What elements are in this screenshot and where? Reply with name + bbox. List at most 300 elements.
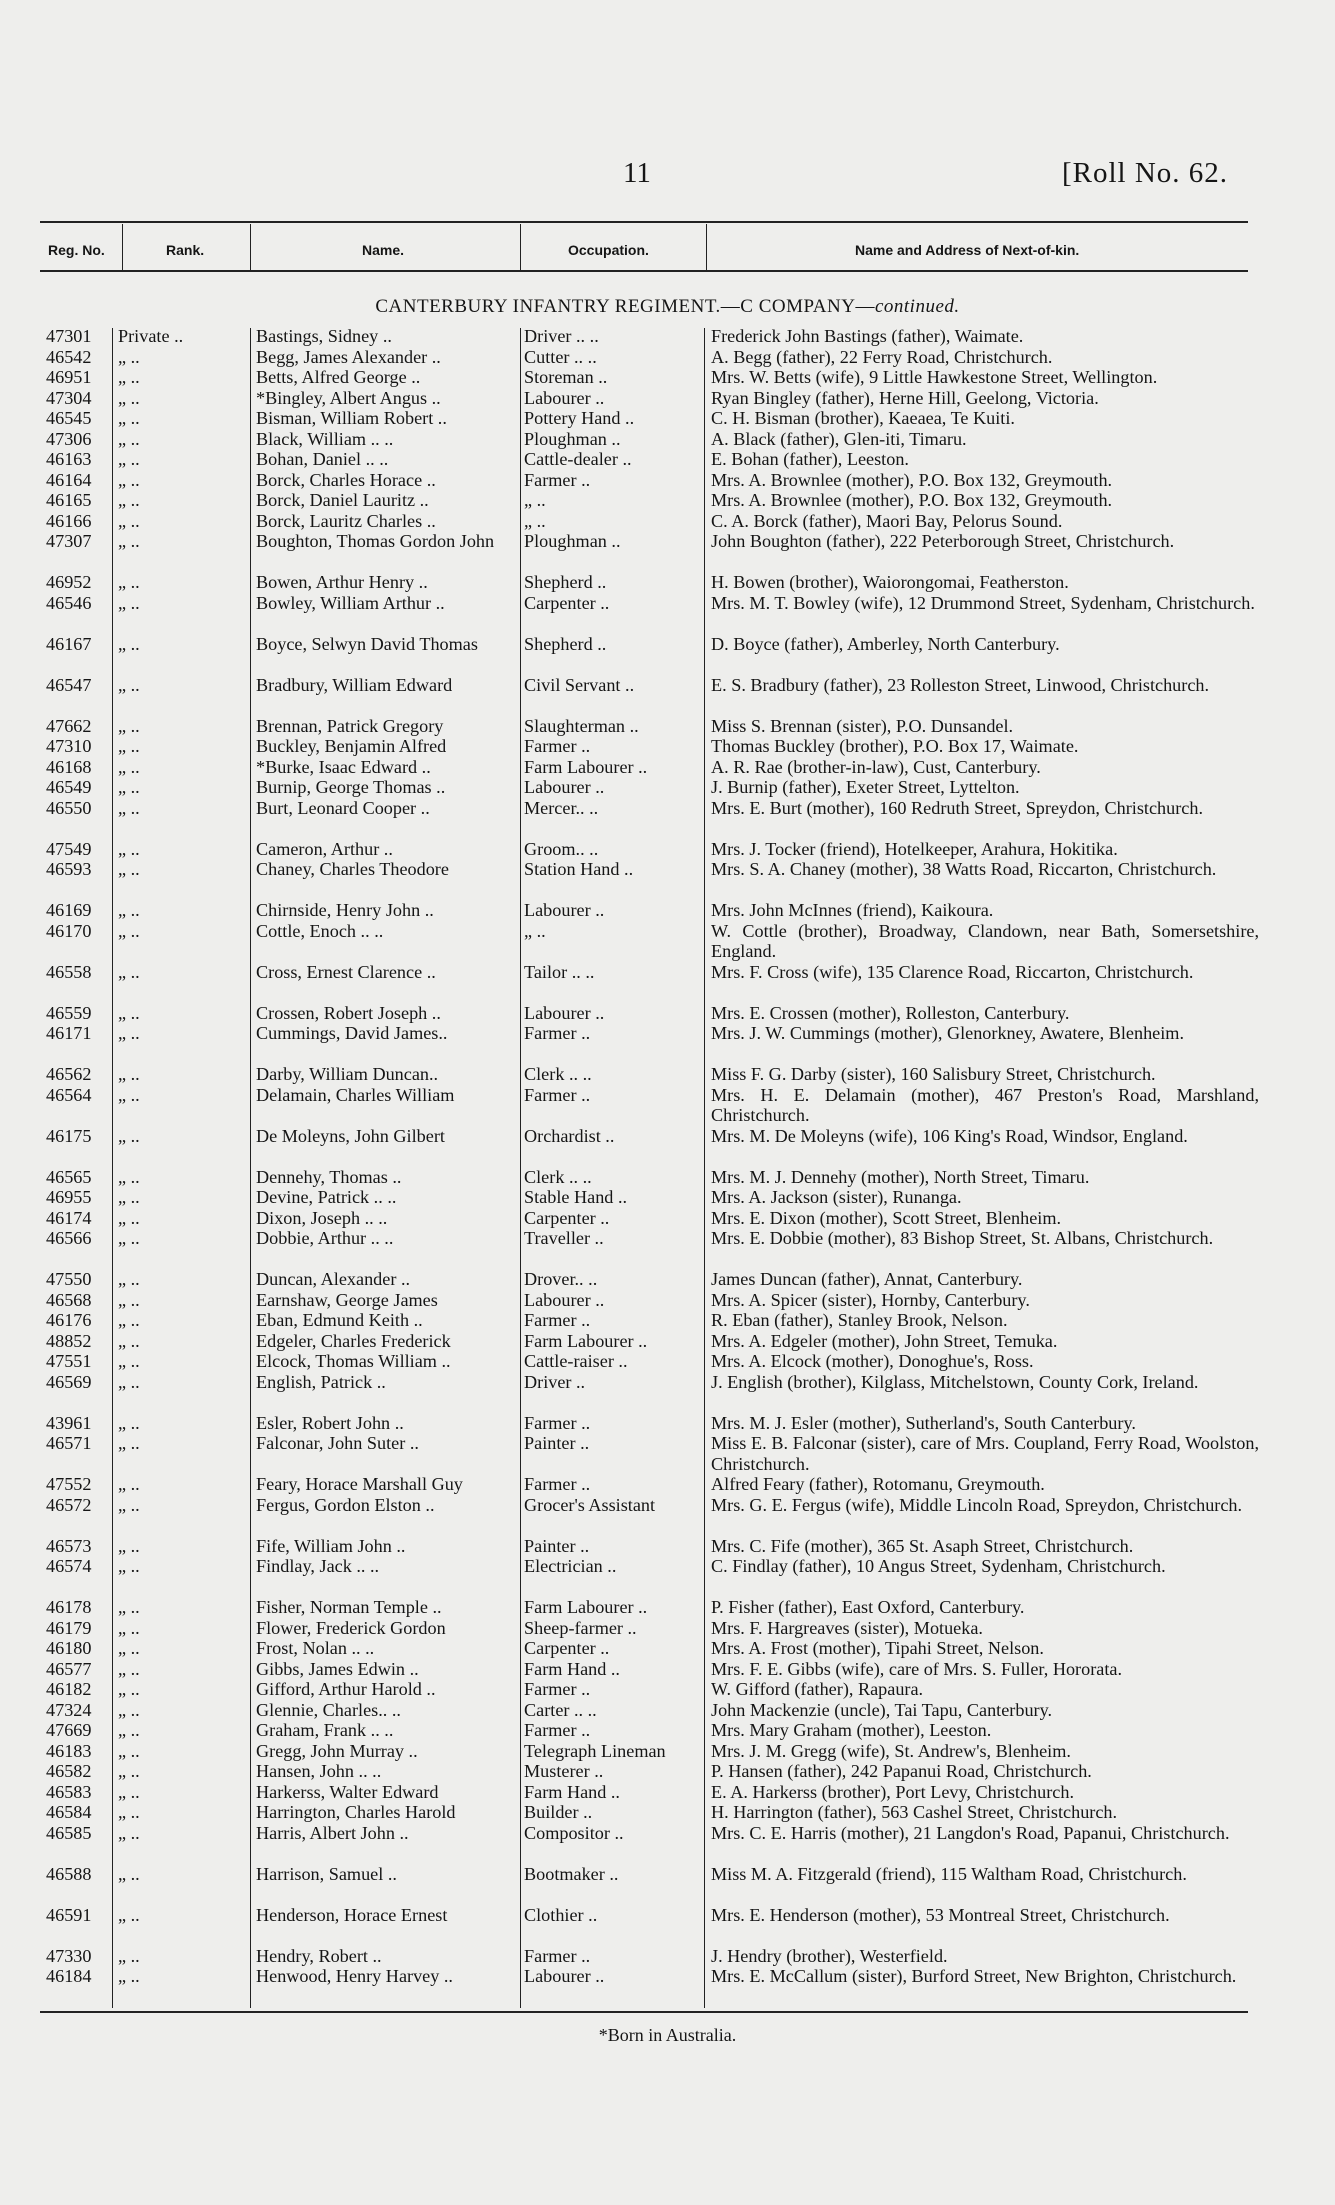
name-cell: Elcock, Thomas William .. [256, 1351, 451, 1371]
rank-cell: „ .. [118, 715, 140, 736]
reg-no-cell: 46183 [46, 1740, 92, 1761]
table-row [0, 777, 1335, 798]
reg-no-cell: 47306 [46, 428, 92, 449]
occupation-cell: Clerk .. .. [524, 1166, 592, 1187]
table-top-rule [40, 221, 1248, 223]
table-row [0, 1310, 1335, 1331]
table-row [0, 1187, 1335, 1208]
table-row [0, 1023, 1335, 1064]
occupation-cell: Labourer .. [524, 1966, 605, 1986]
rank-cell: „ .. [118, 1556, 140, 1576]
name-cell: De Moleyns, John Gilbert [256, 1125, 445, 1146]
next-of-kin-cell: Ryan Bingley (father), Herne Hill, Geelong, Victoria. [711, 387, 1099, 408]
rank-cell: „ .. [118, 1781, 140, 1802]
next-of-kin-cell: C. A. Borck (father), Maori Bay, Pelorus Sound. [711, 510, 1063, 531]
occupation-cell: Grocer's Assistant [524, 1494, 656, 1515]
occupation-cell: Civil Servant .. [524, 674, 635, 695]
reg-no-cell: 46591 [46, 1904, 92, 1925]
reg-no-cell: 46547 [46, 674, 92, 695]
name-cell: Cameron, Arthur .. [256, 838, 393, 859]
reg-no-cell: 46184 [46, 1966, 92, 1986]
next-of-kin-cell: J. Hendry (brother), Westerfield. [711, 1945, 948, 1966]
table-row [0, 1167, 1335, 1188]
reg-no-cell: 46167 [46, 633, 92, 654]
table-row [0, 921, 1335, 962]
column-divider [250, 224, 251, 270]
next-of-kin-cell: Mrs. M. J. Esler (mother), Sutherland's, South Canterbury. [711, 1412, 1136, 1433]
occupation-cell: Sheep-farmer .. [524, 1617, 637, 1638]
name-cell: Bisman, William Robert .. [256, 408, 447, 428]
name-cell: Bradbury, William Edward [256, 674, 453, 695]
reg-no-cell: 46558 [46, 961, 92, 982]
reg-no-cell: 46955 [46, 1187, 92, 1207]
next-of-kin-cell: R. Eban (father), Stanley Brook, Nelson. [711, 1310, 1008, 1330]
table-row [0, 634, 1335, 675]
occupation-cell: Farmer .. [524, 1412, 591, 1433]
next-of-kin-cell: Mrs. E. Dixon (mother), Scott Street, Blenheim. [711, 1207, 1062, 1228]
col-header-next-of-kin: Name and Address of Next-of-kin. [855, 242, 1080, 258]
reg-no-cell: 46166 [46, 510, 92, 531]
next-of-kin-cell: Mrs. John McInnes (friend), Kaikoura. [711, 900, 994, 920]
next-of-kin-cell: Mrs. C. E. Harris (mother), 21 Langdon's Road, Papanui, Christchurch. [711, 1822, 1230, 1843]
name-cell: Dixon, Joseph .. .. [256, 1207, 388, 1228]
name-cell: Dobbie, Arthur .. .. [256, 1228, 394, 1248]
next-of-kin-cell: Mrs. E. Burt (mother), 160 Redruth Street, Spreydon, Christchurch. [711, 797, 1203, 818]
name-cell: Darby, William Duncan.. [256, 1064, 439, 1084]
name-cell: Cross, Ernest Clarence .. [256, 961, 436, 982]
next-of-kin-cell: John Boughton (father), 222 Peterborough Street, Christchurch. [711, 531, 1175, 551]
table-row [0, 1782, 1335, 1803]
reg-no-cell: 43961 [46, 1412, 92, 1433]
rank-cell: „ .. [118, 1863, 140, 1884]
occupation-cell: Carpenter .. [524, 1638, 610, 1658]
rank-cell: „ .. [118, 1310, 140, 1330]
reg-no-cell: 46565 [46, 1166, 92, 1187]
table-row [0, 1003, 1335, 1024]
next-of-kin-cell: Mrs. A. Jackson (sister), Runanga. [711, 1187, 962, 1207]
table-row [0, 490, 1335, 511]
reg-no-cell: 46163 [46, 449, 92, 469]
reg-no-cell: 46549 [46, 777, 92, 797]
name-cell: Cottle, Enoch .. .. [256, 920, 384, 941]
reg-no-cell: 46574 [46, 1556, 92, 1576]
rank-cell: „ .. [118, 387, 140, 408]
occupation-cell: Pottery Hand .. [524, 408, 635, 428]
roll-number: [Roll No. 62. [1062, 157, 1229, 189]
next-of-kin-cell: Mrs. J. Tocker (friend), Hotelkeeper, Arahura, Hokitika. [711, 838, 1118, 859]
table-row [0, 572, 1335, 593]
reg-no-cell: 48852 [46, 1330, 92, 1351]
name-cell: Harrington, Charles Harold [256, 1802, 456, 1822]
next-of-kin-cell: Mrs. E. Henderson (mother), 53 Montreal Street, Christchurch. [711, 1904, 1170, 1925]
table-row [0, 1741, 1335, 1762]
name-cell: Dennehy, Thomas .. [256, 1166, 402, 1187]
rank-cell: „ .. [118, 1740, 140, 1761]
rank-cell: „ .. [118, 1474, 140, 1494]
name-cell: Harkerss, Walter Edward [256, 1781, 439, 1802]
reg-no-cell: 46171 [46, 1023, 92, 1043]
table-row [0, 1761, 1335, 1782]
next-of-kin-cell: Mrs. G. E. Fergus (wife), Middle Lincoln Road, Spreydon, Christchurch. [711, 1494, 1243, 1515]
occupation-cell: Farmer .. [524, 1023, 591, 1043]
col-header-name: Name. [362, 242, 405, 258]
reg-no-cell: 46562 [46, 1064, 92, 1084]
reg-no-cell: 46180 [46, 1638, 92, 1658]
reg-no-cell: 47330 [46, 1945, 92, 1966]
table-row [0, 675, 1335, 716]
name-cell: Eban, Edmund Keith .. [256, 1310, 423, 1330]
reg-no-cell: 46584 [46, 1802, 92, 1822]
reg-no-cell: 46588 [46, 1863, 92, 1884]
rank-cell: „ .. [118, 1228, 140, 1248]
occupation-cell: Shepherd .. [524, 572, 607, 592]
rank-cell: „ .. [118, 1125, 140, 1146]
rank-cell: „ .. [118, 510, 140, 531]
name-cell: Flower, Frederick Gordon [256, 1617, 446, 1638]
next-of-kin-cell: Mrs. H. E. Delamain (mother), 467 Preston's Road, Marshland, Christchurch. [711, 1084, 1259, 1125]
rank-cell: „ .. [118, 1494, 140, 1515]
reg-no-cell: 47301 [46, 326, 92, 346]
rank-cell: „ .. [118, 777, 140, 797]
table-row [0, 367, 1335, 388]
occupation-cell: Clerk .. .. [524, 1064, 592, 1084]
occupation-cell: Bootmaker .. [524, 1863, 619, 1884]
table-row [0, 326, 1335, 347]
name-cell: Frost, Nolan .. .. [256, 1638, 375, 1658]
table-row [0, 1966, 1335, 2007]
table-row [0, 1556, 1335, 1597]
name-cell: Bowen, Arthur Henry .. [256, 572, 428, 592]
next-of-kin-cell: Mrs. E. Dobbie (mother), 83 Bishop Street, St. Albans, Christchurch. [711, 1228, 1214, 1248]
name-cell: Graham, Frank .. .. [256, 1720, 394, 1740]
next-of-kin-cell: Mrs. J. M. Gregg (wife), St. Andrew's, Blenheim. [711, 1740, 1071, 1761]
reg-no-cell: 46546 [46, 592, 92, 613]
next-of-kin-cell: E. A. Harkerss (brother), Port Levy, Christchurch. [711, 1781, 1074, 1802]
occupation-cell: Carpenter .. [524, 1207, 610, 1228]
rank-cell: „ .. [118, 1412, 140, 1433]
next-of-kin-cell: P. Hansen (father), 242 Papanui Road, Christchurch. [711, 1761, 1092, 1781]
column-divider [706, 224, 707, 270]
reg-no-cell: 46585 [46, 1822, 92, 1843]
table-row [0, 757, 1335, 778]
table-row [0, 429, 1335, 450]
occupation-cell: Labourer .. [524, 900, 605, 920]
next-of-kin-cell: Mrs. Mary Graham (mother), Leeston. [711, 1720, 992, 1740]
rank-cell: „ .. [118, 1330, 140, 1351]
next-of-kin-cell: Mrs. E. McCallum (sister), Burford Street, New Brighton, Christchurch. [711, 1966, 1237, 1986]
name-cell: Henwood, Henry Harvey .. [256, 1966, 453, 1986]
reg-no-cell: 46545 [46, 408, 92, 428]
next-of-kin-cell: Miss S. Brennan (sister), P.O. Dunsandel. [711, 715, 1014, 736]
next-of-kin-cell: Mrs. A. Brownlee (mother), P.O. Box 132, Greymouth. [711, 490, 1113, 510]
occupation-cell: „ .. [524, 510, 546, 531]
name-cell: Burnip, George Thomas .. [256, 777, 446, 797]
table-row [0, 716, 1335, 737]
rank-cell: „ .. [118, 592, 140, 613]
table-row [0, 1823, 1335, 1864]
rank-cell: „ .. [118, 1371, 140, 1392]
name-cell: Chirnside, Henry John .. [256, 900, 434, 920]
table-row [0, 1864, 1335, 1905]
rank-cell: „ .. [118, 1638, 140, 1658]
occupation-cell: Compositor .. [524, 1822, 624, 1843]
next-of-kin-cell: Miss M. A. Fitzgerald (friend), 115 Waltham Road, Christchurch. [711, 1863, 1187, 1884]
table-row [0, 1208, 1335, 1229]
rank-cell: „ .. [118, 1679, 140, 1699]
rank-cell: „ .. [118, 1699, 140, 1720]
rank-cell: „ .. [118, 1802, 140, 1822]
name-cell: Chaney, Charles Theodore [256, 859, 449, 879]
reg-no-cell: 46182 [46, 1679, 92, 1699]
reg-no-cell: 46583 [46, 1781, 92, 1802]
occupation-cell: Cutter .. .. [524, 346, 597, 367]
section-continued: continued. [874, 296, 960, 317]
reg-no-cell: 46951 [46, 367, 92, 387]
name-cell: Devine, Patrick .. .. [256, 1187, 397, 1207]
next-of-kin-cell: J. Burnip (father), Exeter Street, Lyttelton. [711, 777, 1020, 797]
name-cell: Boyce, Selwyn David Thomas [256, 633, 478, 654]
rank-cell: „ .. [118, 1822, 140, 1843]
name-cell: Glennie, Charles.. .. [256, 1699, 401, 1720]
name-cell: Borck, Daniel Lauritz .. [256, 490, 429, 510]
occupation-cell: Ploughman .. [524, 531, 621, 551]
name-cell: English, Patrick .. [256, 1371, 386, 1392]
next-of-kin-cell: H. Bowen (brother), Waiorongomai, Featherston. [711, 572, 1069, 592]
occupation-cell: Farm Hand .. [524, 1781, 620, 1802]
occupation-cell: Farmer .. [524, 1945, 591, 1966]
reg-no-cell: 47304 [46, 387, 92, 408]
table-row [0, 1946, 1335, 1967]
table-row [0, 962, 1335, 1003]
reg-no-cell: 47669 [46, 1720, 92, 1740]
rank-cell: „ .. [118, 633, 140, 654]
occupation-cell: Farmer .. [524, 469, 591, 490]
table-row [0, 1536, 1335, 1557]
next-of-kin-cell: W. Cottle (brother), Broadway, Clandown, near Bath, Somersetshire, England. [711, 920, 1259, 961]
table-row [0, 1085, 1335, 1126]
next-of-kin-cell: Mrs. C. Fife (mother), 365 St. Asaph Street, Christchurch. [711, 1535, 1134, 1556]
next-of-kin-cell: Miss F. G. Darby (sister), 160 Salisbury Street, Christchurch. [711, 1064, 1156, 1084]
table-row [0, 388, 1335, 409]
rank-cell: „ .. [118, 449, 140, 469]
page-number: 11 [623, 157, 651, 189]
next-of-kin-cell: Mrs. E. Crossen (mother), Rolleston, Canterbury. [711, 1002, 1070, 1023]
name-cell: Burt, Leonard Cooper .. [256, 797, 430, 818]
rank-cell: „ .. [118, 428, 140, 449]
name-cell: Bastings, Sidney .. [256, 326, 392, 346]
reg-no-cell: 46165 [46, 490, 92, 510]
table-row [0, 1413, 1335, 1434]
rank-cell: „ .. [118, 367, 140, 387]
name-cell: Henderson, Horace Ernest [256, 1904, 448, 1925]
reg-no-cell: 46593 [46, 859, 92, 879]
reg-no-cell: 47550 [46, 1269, 92, 1289]
next-of-kin-cell: Mrs. J. W. Cummings (mother), Glenorkney, Awatere, Blenheim. [711, 1023, 1184, 1043]
table-row [0, 593, 1335, 634]
occupation-cell: Painter .. [524, 1535, 590, 1556]
rank-cell: Private .. [118, 326, 184, 346]
reg-no-cell: 46952 [46, 572, 92, 592]
table-row [0, 1720, 1335, 1741]
reg-no-cell: 47552 [46, 1474, 92, 1494]
table-row [0, 1700, 1335, 1721]
table-row [0, 347, 1335, 368]
occupation-cell: Orchardist .. [524, 1125, 615, 1146]
name-cell: Findlay, Jack .. .. [256, 1556, 380, 1576]
reg-no-cell: 46174 [46, 1207, 92, 1228]
next-of-kin-cell: A. R. Rae (brother-in-law), Cust, Canterbury. [711, 756, 1041, 777]
name-cell: Fife, William John .. [256, 1535, 406, 1556]
occupation-cell: Farm Labourer .. [524, 756, 648, 777]
table-row [0, 1618, 1335, 1639]
rank-cell: „ .. [118, 469, 140, 490]
table-row [0, 736, 1335, 757]
name-cell: Feary, Horace Marshall Guy [256, 1474, 463, 1494]
occupation-cell: Storeman .. [524, 367, 608, 387]
occupation-cell: Farmer .. [524, 736, 591, 756]
occupation-cell: Groom.. .. [524, 838, 599, 859]
reg-no-cell: 46573 [46, 1535, 92, 1556]
occupation-cell: Telegraph Lineman [524, 1740, 666, 1761]
page-header [0, 157, 1335, 197]
rank-cell: „ .. [118, 1904, 140, 1925]
occupation-cell: Labourer .. [524, 387, 605, 408]
rank-cell: „ .. [118, 838, 140, 859]
rank-cell: „ .. [118, 1351, 140, 1371]
reg-no-cell: 47549 [46, 838, 92, 859]
reg-no-cell: 46169 [46, 900, 92, 920]
rank-cell: „ .. [118, 797, 140, 818]
table-row [0, 1351, 1335, 1372]
next-of-kin-cell: Mrs. F. Hargreaves (sister), Motueka. [711, 1617, 983, 1638]
occupation-cell: Painter .. [524, 1433, 590, 1453]
occupation-cell: Mercer.. .. [524, 797, 599, 818]
reg-no-cell: 46569 [46, 1371, 92, 1392]
rank-cell: „ .. [118, 920, 140, 941]
name-cell: Harrison, Samuel .. [256, 1863, 397, 1884]
name-cell: Bohan, Daniel .. .. [256, 449, 389, 469]
name-cell: *Bingley, Albert Angus .. [256, 387, 441, 408]
rank-cell: „ .. [118, 1761, 140, 1781]
rank-cell: „ .. [118, 1658, 140, 1679]
occupation-cell: Traveller .. [524, 1228, 604, 1248]
name-cell: Duncan, Alexander .. [256, 1269, 411, 1289]
reg-no-cell: 47310 [46, 736, 92, 756]
occupation-cell: Farm Hand .. [524, 1658, 620, 1679]
occupation-cell: Labourer .. [524, 1002, 605, 1023]
name-cell: Fergus, Gordon Elston .. [256, 1494, 435, 1515]
col-header-occupation: Occupation. [568, 242, 649, 258]
section-title [0, 296, 1335, 318]
table-bottom-rule [40, 2011, 1248, 2013]
rank-cell: „ .. [118, 900, 140, 920]
occupation-cell: Driver .. [524, 1371, 586, 1392]
rank-cell: „ .. [118, 736, 140, 756]
next-of-kin-cell: Thomas Buckley (brother), P.O. Box 17, Waimate. [711, 736, 1079, 756]
table-row [0, 408, 1335, 429]
reg-no-cell: 46572 [46, 1494, 92, 1515]
occupation-cell: Tailor .. .. [524, 961, 595, 982]
next-of-kin-cell: Mrs. F. E. Gibbs (wife), care of Mrs. S. Fuller, Hororata. [711, 1658, 1122, 1679]
name-cell: Gifford, Arthur Harold .. [256, 1679, 436, 1699]
occupation-cell: Farmer .. [524, 1679, 591, 1699]
table-row [0, 470, 1335, 491]
table-row [0, 1331, 1335, 1352]
name-cell: Esler, Robert John .. [256, 1412, 404, 1433]
name-cell: Crossen, Robert Joseph .. [256, 1002, 441, 1023]
column-divider [520, 224, 521, 270]
occupation-cell: Station Hand .. [524, 859, 634, 879]
name-cell: *Burke, Isaac Edward .. [256, 756, 431, 777]
section-title-text: CANTERBURY INFANTRY REGIMENT.—C COMPANY— [375, 296, 875, 317]
name-cell: Cummings, David James.. [256, 1023, 448, 1043]
next-of-kin-cell: Mrs. A. Edgeler (mother), John Street, Temuka. [711, 1330, 1058, 1351]
name-cell: Fisher, Norman Temple .. [256, 1597, 442, 1617]
table-row [0, 1064, 1335, 1085]
next-of-kin-cell: Mrs. A. Frost (mother), Tipahi Street, Nelson. [711, 1638, 1044, 1658]
occupation-cell: Farmer .. [524, 1084, 591, 1105]
table-row [0, 900, 1335, 921]
table-row [0, 1126, 1335, 1167]
reg-no-cell: 46542 [46, 346, 92, 367]
next-of-kin-cell: Mrs. A. Brownlee (mother), P.O. Box 132, Greymouth. [711, 469, 1113, 490]
table-row [0, 1269, 1335, 1290]
table-row [0, 1679, 1335, 1700]
reg-no-cell: 46582 [46, 1761, 92, 1781]
table-row [0, 1228, 1335, 1269]
rank-cell: „ .. [118, 674, 140, 695]
reg-no-cell: 46175 [46, 1125, 92, 1146]
next-of-kin-cell: Mrs. F. Cross (wife), 135 Clarence Road, Riccarton, Christchurch. [711, 961, 1194, 982]
next-of-kin-cell: James Duncan (father), Annat, Canterbury. [711, 1269, 1023, 1289]
column-divider [122, 224, 123, 270]
occupation-cell: „ .. [524, 920, 546, 941]
name-cell: Borck, Lauritz Charles .. [256, 510, 436, 531]
next-of-kin-cell: Mrs. A. Spicer (sister), Hornby, Canterbury. [711, 1289, 1030, 1310]
rank-cell: „ .. [118, 859, 140, 879]
name-cell: Buckley, Benjamin Alfred [256, 736, 447, 756]
table-row [0, 1659, 1335, 1680]
rank-cell: „ .. [118, 1720, 140, 1740]
name-cell: Gibbs, James Edwin .. [256, 1658, 419, 1679]
table-row [0, 839, 1335, 860]
next-of-kin-cell: J. English (brother), Kilglass, Mitchelstown, County Cork, Ireland. [711, 1371, 1199, 1392]
table-row [0, 1638, 1335, 1659]
rank-cell: „ .. [118, 1945, 140, 1966]
occupation-cell: Drover.. .. [524, 1269, 598, 1289]
reg-no-cell: 46176 [46, 1310, 92, 1330]
name-cell: Harris, Albert John .. [256, 1822, 409, 1843]
next-of-kin-cell: John Mackenzie (uncle), Tai Tapu, Canterbury. [711, 1699, 1053, 1720]
reg-no-cell: 47307 [46, 531, 92, 551]
next-of-kin-cell: Alfred Feary (father), Rotomanu, Greymouth. [711, 1474, 1045, 1494]
occupation-cell: Farm Labourer .. [524, 1597, 648, 1617]
table-header-rule [40, 270, 1248, 272]
rank-cell: „ .. [118, 1269, 140, 1289]
reg-no-cell: 46168 [46, 756, 92, 777]
next-of-kin-cell: H. Harrington (father), 563 Cashel Street, Christchurch. [711, 1802, 1118, 1822]
occupation-cell: Farmer .. [524, 1310, 591, 1330]
next-of-kin-cell: Mrs. W. Betts (wife), 9 Little Hawkestone Street, Wellington. [711, 367, 1158, 387]
occupation-cell: Farmer .. [524, 1474, 591, 1494]
table-row [0, 1290, 1335, 1311]
rank-cell: „ .. [118, 1002, 140, 1023]
occupation-cell: Ploughman .. [524, 428, 621, 449]
table-row [0, 449, 1335, 470]
next-of-kin-cell: P. Fisher (father), East Oxford, Canterbury. [711, 1597, 1025, 1617]
occupation-cell: Clothier .. [524, 1904, 598, 1925]
table-row [0, 511, 1335, 532]
